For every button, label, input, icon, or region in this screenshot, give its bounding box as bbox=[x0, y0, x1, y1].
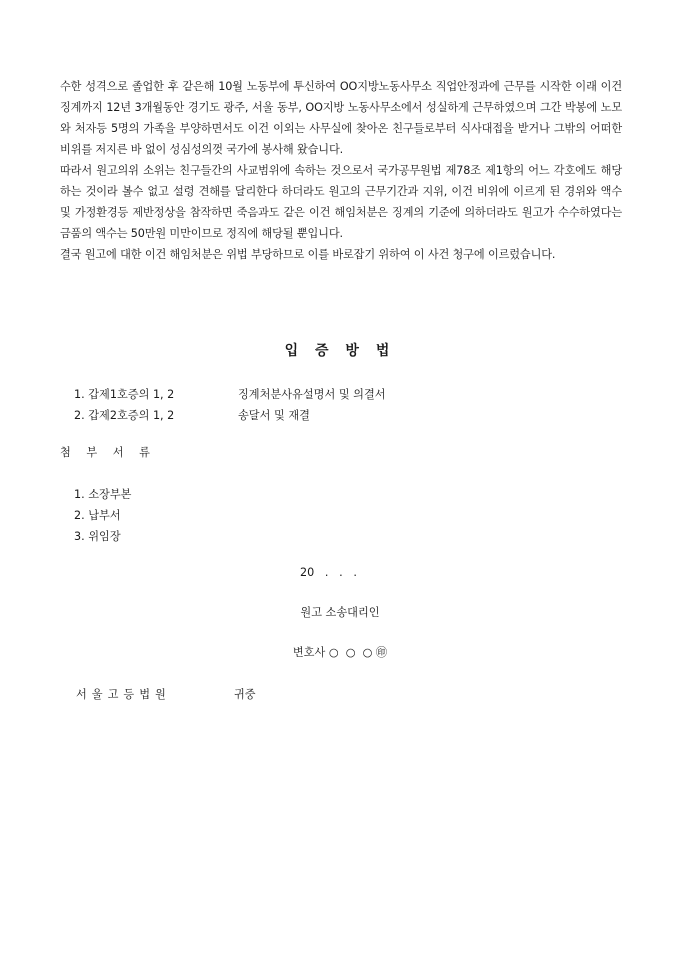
attachments-list bbox=[74, 484, 131, 547]
evidence-section-title: 입 증 방 법 bbox=[284, 343, 396, 359]
filing-date: 20 . . . bbox=[300, 566, 357, 579]
party-representative: 원고 소송대리인 bbox=[300, 606, 380, 619]
court-name: 서울고등법원 bbox=[76, 688, 171, 701]
evidence-item bbox=[74, 405, 574, 426]
evidence-code: 1. 갑제1호증의 1, 2 bbox=[74, 388, 175, 401]
court-addressee bbox=[76, 686, 256, 702]
attachment-item: 2. 납부서 bbox=[74, 509, 121, 522]
attachment-item: 3. 위임장 bbox=[74, 530, 121, 543]
body-paragraph-2: 따라서 원고의위 소위는 친구들간의 사교범위에 속하는 것으로서 국가공무원법 제78조 제1항의 어느 각호에도 해당하는 것이라 볼수 없고 설령 견해를 달리한다 하더라도 원고의 근무기간과 지위, 이건 비위에 이르게 된 경위와 액수 및 가정환경등 제반정상을 참작하면 죽음과도 같은 이건 해임처분은 징계의 기준에 의하더라도 원고가 수수하였다는 금품의 액수는 50만원 미만이므로 정직에 해당될 뿐입니다. bbox=[60, 164, 622, 240]
attachments-title: 첨 부 서 류 bbox=[60, 446, 156, 459]
court-suffix: 귀중 bbox=[234, 688, 256, 701]
document-body bbox=[60, 76, 622, 265]
lawyer-signature: 변호사 ○ ○ ○ ㊞ bbox=[292, 646, 388, 659]
evidence-description: 징계처분사유설명서 및 의결서 bbox=[238, 388, 386, 401]
evidence-code: 2. 갑제2호증의 1, 2 bbox=[74, 409, 175, 422]
evidence-description: 송달서 및 재결 bbox=[238, 409, 310, 422]
attachment-item: 1. 소장부본 bbox=[74, 488, 132, 501]
evidence-item bbox=[74, 384, 574, 405]
evidence-list bbox=[74, 384, 574, 426]
body-paragraph-1: 수한 성격으로 졸업한 후 같은해 10월 노동부에 투신하여 OO지방노동사무소 직업안정과에 근무를 시작한 이래 이건 징계까지 12년 3개월동안 경기도 광주, 서울 동부, OO지방 노동사무소에서 성실하게 근무하였으며 그간 박봉에 노모와 처자등 5명의 가족을 부양하면서도 이건 이외는 사무실에 찾아온 친구들로부터 식사대접을 받거나 그밖의 어떠한 비위를 저지른 바 없이 성심성의껏 국가에 봉사해 왔습니다. bbox=[60, 80, 622, 156]
body-paragraph-3: 결국 원고에 대한 이건 해임처분은 위법 부당하므로 이를 바로잡기 위하여 이 사건 청구에 이르렀습니다. bbox=[60, 248, 556, 261]
